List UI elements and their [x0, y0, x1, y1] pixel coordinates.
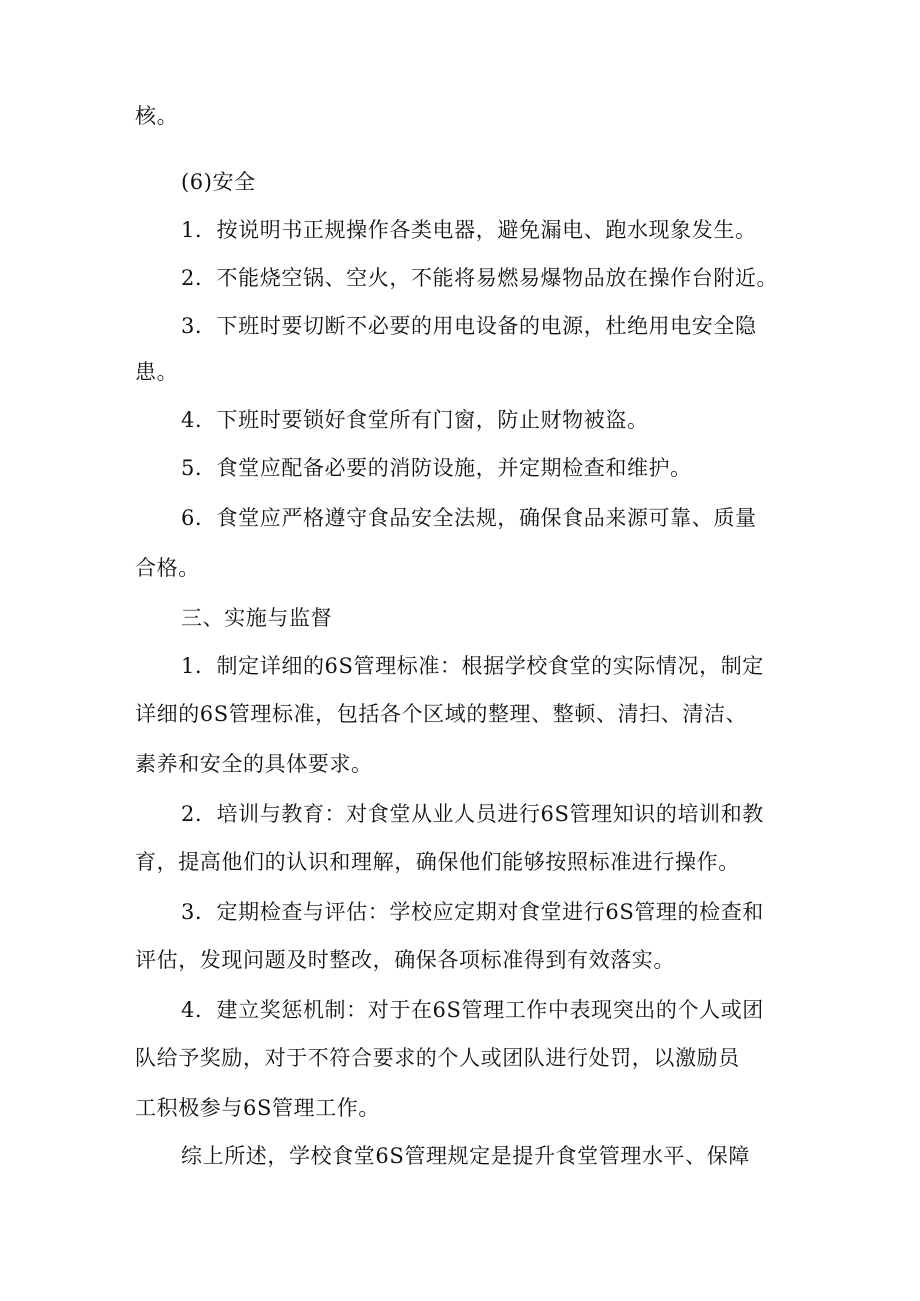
impl-item-1: 1．制定详细的6S管理标准：根据学校食堂的实际情况，制定: [181, 654, 764, 678]
impl-item-4: 4．建立奖惩机制：对于在6S管理工作中表现突出的个人或团: [181, 998, 764, 1022]
section-heading-safety: (6)安全: [181, 170, 256, 194]
safety-item-6: 6．食堂应严格遵守食品安全法规，确保食品来源可靠、质量: [181, 506, 757, 530]
text-line-1: 核。: [135, 104, 179, 128]
safety-item-4: 4．下班时要锁好食堂所有门窗，防止财物被盗。: [181, 408, 649, 432]
impl-item-3-cont: 评估，发现问题及时整改，确保各项标准得到有效落实。: [135, 948, 675, 972]
safety-item-3: 3．下班时要切断不必要的用电设备的电源，杜绝用电安全隐: [181, 314, 757, 338]
safety-item-5: 5．食堂应配备必要的消防设施，并定期检查和维护。: [181, 456, 692, 480]
section-heading-implementation: 三、实施与监督: [181, 606, 333, 630]
impl-item-3: 3．定期检查与评估：学校应定期对食堂进行6S管理的检查和: [181, 900, 764, 924]
summary-line: 综上所述，学校食堂6S管理规定是提升食堂管理水平、保障: [181, 1144, 750, 1168]
impl-item-2: 2．培训与教育：对食堂从业人员进行6S管理知识的培训和教: [181, 802, 764, 826]
safety-item-1: 1．按说明书正规操作各类电器，避免漏电、跑水现象发生。: [181, 218, 757, 242]
impl-item-4-cont-2: 工积极参与6S管理工作。: [135, 1096, 380, 1120]
safety-item-2: 2．不能烧空锅、空火，不能将易燃易爆物品放在操作台附近。: [181, 266, 779, 290]
safety-item-6-cont: 合格。: [135, 556, 200, 580]
impl-item-4-cont-1: 队给予奖励，对于不符合要求的个人或团队进行处罚，以激励员: [135, 1046, 740, 1070]
impl-item-1-cont-1: 详细的6S管理标准，包括各个区域的整理、整顿、清扫、清洁、: [135, 702, 748, 726]
safety-item-3-cont: 患。: [135, 360, 179, 384]
impl-item-1-cont-2: 素养和安全的具体要求。: [135, 752, 373, 776]
impl-item-2-cont: 育，提高他们的认识和理解，确保他们能够按照标准进行操作。: [135, 850, 740, 874]
